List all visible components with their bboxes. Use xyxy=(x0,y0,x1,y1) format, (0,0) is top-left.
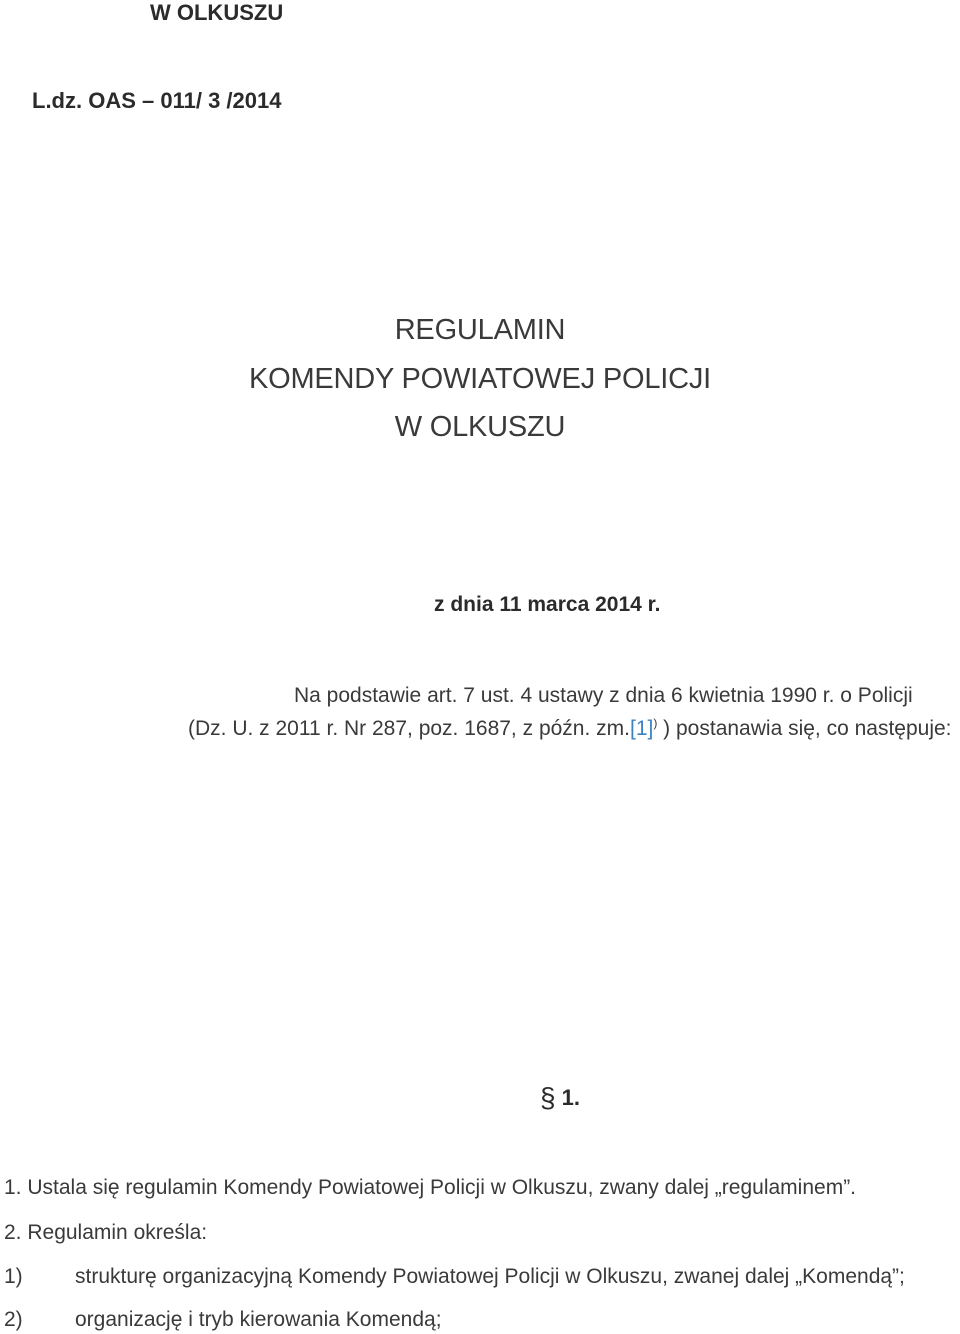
document-title xyxy=(0,306,960,452)
list-item-text: strukturę organizacyjną Komendy Powiatowej Policji w Olkuszu, zwanej dalej „Komendą”; xyxy=(75,1265,905,1288)
legal-basis-line-2 xyxy=(188,716,952,742)
footnote-superscript: ) xyxy=(653,716,658,730)
legal-basis-ending: ) postanawia się, co następuje: xyxy=(657,717,952,740)
legal-basis-line-1: Na podstawie art. 7 ust. 4 ustawy z dnia 6 kwietnia 1990 r. o Policji xyxy=(294,684,913,707)
title-line-komenda: KOMENDY POWIATOWEJ POLICJI xyxy=(248,362,712,395)
list-item-text: organizację i tryb kierowania Komendą; xyxy=(75,1308,442,1331)
legal-basis-text: (Dz. U. z 2011 r. Nr 287, poz. 1687, z późn. zm. xyxy=(188,717,630,740)
section-heading xyxy=(540,1083,580,1113)
section-number: 1. xyxy=(561,1085,580,1110)
paragraph-1: 1. Ustala się regulamin Komendy Powiatowej Policji w Olkuszu, zwany dalej „regulaminem”. xyxy=(4,1176,857,1199)
footnote-link[interactable]: [1] xyxy=(629,717,654,740)
reference-number: L.dz. OAS – 011/ 3 /2014 xyxy=(32,88,282,113)
paragraph-2: 2. Regulamin określa: xyxy=(4,1221,208,1244)
list-item-number: 1) xyxy=(4,1265,23,1288)
document-date: z dnia 11 marca 2014 r. xyxy=(434,593,661,616)
section-sign: § xyxy=(540,1082,556,1113)
list-item-number: 2) xyxy=(4,1308,23,1331)
title-line-location: W OLKUSZU xyxy=(394,411,566,443)
header-title: W OLKUSZU xyxy=(150,0,284,25)
title-line-regulamin: REGULAMIN xyxy=(394,314,566,346)
